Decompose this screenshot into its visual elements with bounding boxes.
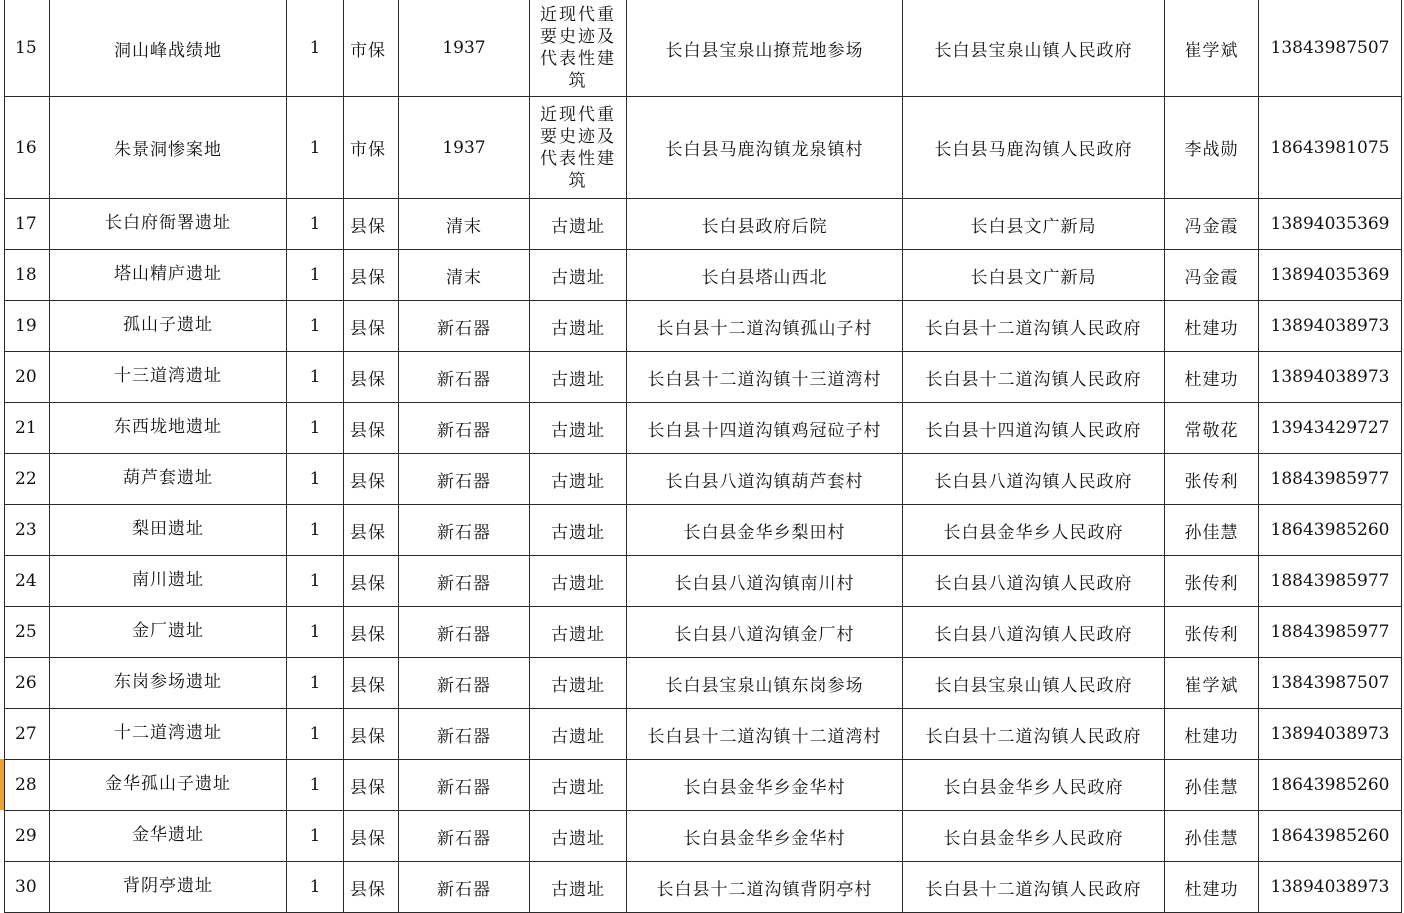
cell-location[interactable]: 长白县金华乡金华村 xyxy=(627,760,903,811)
cell-era[interactable]: 新石器 xyxy=(399,505,530,556)
cell-responsible-unit[interactable]: 长白县十二道沟镇人民政府 xyxy=(903,352,1165,403)
cell-phone[interactable]: 18643981075 xyxy=(1259,97,1402,199)
cell-number[interactable]: 29 xyxy=(5,811,50,862)
cell-responsible-unit[interactable]: 长白县十二道沟镇人民政府 xyxy=(903,862,1165,913)
cell-era[interactable]: 新石器 xyxy=(399,352,530,403)
cell-location[interactable]: 长白县十二道沟镇十三道湾村 xyxy=(627,352,903,403)
cell-phone[interactable]: 13894035369 xyxy=(1259,199,1402,250)
cell-number[interactable]: 24 xyxy=(5,556,50,607)
cell-site-name[interactable]: 朱景洞惨案地 xyxy=(50,97,287,199)
table-row xyxy=(5,556,1402,607)
cell-number[interactable]: 17 xyxy=(5,199,50,250)
table-body xyxy=(5,0,1402,913)
table-row xyxy=(5,709,1402,760)
cell-number[interactable]: 19 xyxy=(5,301,50,352)
cell-contact-person[interactable]: 杜建功 xyxy=(1165,352,1259,403)
cell-site-name[interactable]: 金华遗址 xyxy=(50,811,287,862)
cell-era[interactable]: 新石器 xyxy=(399,760,530,811)
cell-site-name[interactable]: 南川遗址 xyxy=(50,556,287,607)
cell-location[interactable]: 长白县政府后院 xyxy=(627,199,903,250)
cell-protection-level[interactable]: 县保 xyxy=(344,199,399,250)
cell-era[interactable]: 新石器 xyxy=(399,811,530,862)
cell-responsible-unit[interactable]: 长白县文广新局 xyxy=(903,199,1165,250)
cell-category[interactable]: 古遗址 xyxy=(530,352,627,403)
cell-category[interactable]: 古遗址 xyxy=(530,250,627,301)
cell-responsible-unit[interactable]: 长白县金华乡人民政府 xyxy=(903,811,1165,862)
cell-category[interactable]: 古遗址 xyxy=(530,199,627,250)
cell-era[interactable]: 新石器 xyxy=(399,709,530,760)
cell-era[interactable]: 新石器 xyxy=(399,862,530,913)
cell-number[interactable]: 28 xyxy=(5,760,50,811)
cell-phone[interactable]: 13894038973 xyxy=(1259,301,1402,352)
cell-count[interactable]: 1 xyxy=(287,505,344,556)
table-row xyxy=(5,352,1402,403)
cell-category[interactable]: 古遗址 xyxy=(530,505,627,556)
table-row xyxy=(5,760,1402,811)
cell-count[interactable]: 1 xyxy=(287,352,344,403)
cell-count[interactable]: 1 xyxy=(287,403,344,454)
cell-contact-person[interactable]: 孙佳慧 xyxy=(1165,811,1259,862)
cell-count[interactable]: 1 xyxy=(287,556,344,607)
active-row-indicator xyxy=(0,759,4,810)
cell-category[interactable]: 古遗址 xyxy=(530,556,627,607)
cell-site-name[interactable]: 孤山子遗址 xyxy=(50,301,287,352)
cell-contact-person[interactable]: 张传利 xyxy=(1165,454,1259,505)
cell-era[interactable]: 新石器 xyxy=(399,658,530,709)
cell-site-name[interactable]: 背阴亭遗址 xyxy=(50,862,287,913)
cell-location[interactable]: 长白县宝泉山撩荒地参场 xyxy=(627,0,903,97)
cell-era[interactable]: 新石器 xyxy=(399,556,530,607)
cell-phone[interactable]: 18643985260 xyxy=(1259,811,1402,862)
cell-location[interactable]: 长白县八道沟镇南川村 xyxy=(627,556,903,607)
cell-phone[interactable]: 13894038973 xyxy=(1259,862,1402,913)
cell-site-name[interactable]: 东岗参场遗址 xyxy=(50,658,287,709)
cell-era[interactable]: 清末 xyxy=(399,199,530,250)
cell-protection-level[interactable]: 县保 xyxy=(344,403,399,454)
cell-location[interactable]: 长白县十四道沟镇鸡冠砬子村 xyxy=(627,403,903,454)
cell-phone[interactable]: 13943429727 xyxy=(1259,403,1402,454)
cell-category[interactable]: 古遗址 xyxy=(530,403,627,454)
cell-location[interactable]: 长白县金华乡梨田村 xyxy=(627,505,903,556)
cell-era[interactable]: 1937 xyxy=(399,0,530,97)
cell-responsible-unit[interactable]: 长白县八道沟镇人民政府 xyxy=(903,556,1165,607)
cell-responsible-unit[interactable]: 长白县八道沟镇人民政府 xyxy=(903,607,1165,658)
cell-protection-level[interactable]: 县保 xyxy=(344,505,399,556)
heritage-table xyxy=(4,0,1402,913)
cell-era[interactable]: 新石器 xyxy=(399,454,530,505)
cell-responsible-unit[interactable]: 长白县十二道沟镇人民政府 xyxy=(903,709,1165,760)
cell-protection-level[interactable]: 市保 xyxy=(344,97,399,199)
table-row xyxy=(5,658,1402,709)
cell-location[interactable]: 长白县金华乡金华村 xyxy=(627,811,903,862)
cell-responsible-unit[interactable]: 长白县金华乡人民政府 xyxy=(903,760,1165,811)
cell-phone[interactable]: 18843985977 xyxy=(1259,454,1402,505)
cell-protection-level[interactable]: 县保 xyxy=(344,862,399,913)
cell-protection-level[interactable]: 县保 xyxy=(344,607,399,658)
cell-phone[interactable]: 18843985977 xyxy=(1259,556,1402,607)
cell-phone[interactable]: 13843987507 xyxy=(1259,0,1402,97)
cell-count[interactable]: 1 xyxy=(287,199,344,250)
cell-site-name[interactable]: 塔山精庐遗址 xyxy=(50,250,287,301)
cell-era[interactable]: 1937 xyxy=(399,97,530,199)
cell-protection-level[interactable]: 市保 xyxy=(344,0,399,97)
cell-phone[interactable]: 18643985260 xyxy=(1259,505,1402,556)
cell-number[interactable]: 16 xyxy=(5,97,50,199)
cell-protection-level[interactable]: 县保 xyxy=(344,811,399,862)
cell-category[interactable]: 古遗址 xyxy=(530,811,627,862)
cell-contact-person[interactable]: 崔学斌 xyxy=(1165,0,1259,97)
cell-site-name[interactable]: 十三道湾遗址 xyxy=(50,352,287,403)
table-row xyxy=(5,97,1402,199)
cell-number[interactable]: 27 xyxy=(5,709,50,760)
cell-number[interactable]: 21 xyxy=(5,403,50,454)
cell-protection-level[interactable]: 县保 xyxy=(344,556,399,607)
cell-contact-person[interactable]: 张传利 xyxy=(1165,556,1259,607)
cell-location[interactable]: 长白县马鹿沟镇龙泉镇村 xyxy=(627,97,903,199)
cell-protection-level[interactable]: 县保 xyxy=(344,352,399,403)
cell-contact-person[interactable]: 李战勋 xyxy=(1165,97,1259,199)
table-row xyxy=(5,811,1402,862)
cell-contact-person[interactable]: 冯金霞 xyxy=(1165,250,1259,301)
cell-number[interactable]: 23 xyxy=(5,505,50,556)
table-row xyxy=(5,250,1402,301)
cell-responsible-unit[interactable]: 长白县宝泉山镇人民政府 xyxy=(903,658,1165,709)
cell-responsible-unit[interactable]: 长白县十二道沟镇人民政府 xyxy=(903,301,1165,352)
cell-contact-person[interactable]: 杜建功 xyxy=(1165,862,1259,913)
cell-contact-person[interactable]: 孙佳慧 xyxy=(1165,505,1259,556)
cell-protection-level[interactable]: 县保 xyxy=(344,760,399,811)
cell-category[interactable]: 古遗址 xyxy=(530,709,627,760)
cell-category[interactable]: 古遗址 xyxy=(530,658,627,709)
cell-number[interactable]: 15 xyxy=(5,0,50,97)
table-row xyxy=(5,454,1402,505)
cell-phone[interactable]: 13894038973 xyxy=(1259,709,1402,760)
cell-location[interactable]: 长白县塔山西北 xyxy=(627,250,903,301)
cell-count[interactable]: 1 xyxy=(287,760,344,811)
cell-number[interactable]: 25 xyxy=(5,607,50,658)
cell-phone[interactable]: 13894038973 xyxy=(1259,352,1402,403)
cell-responsible-unit[interactable]: 长白县马鹿沟镇人民政府 xyxy=(903,97,1165,199)
cell-category[interactable]: 古遗址 xyxy=(530,862,627,913)
cell-location[interactable]: 长白县十二道沟镇十二道湾村 xyxy=(627,709,903,760)
cell-contact-person[interactable]: 常敬花 xyxy=(1165,403,1259,454)
cell-contact-person[interactable]: 杜建功 xyxy=(1165,301,1259,352)
cell-contact-person[interactable]: 张传利 xyxy=(1165,607,1259,658)
cell-phone[interactable]: 18643985260 xyxy=(1259,760,1402,811)
table-row xyxy=(5,607,1402,658)
cell-site-name[interactable]: 葫芦套遗址 xyxy=(50,454,287,505)
cell-site-name[interactable]: 东西垅地遗址 xyxy=(50,403,287,454)
cell-site-name[interactable]: 洞山峰战绩地 xyxy=(50,0,287,97)
table-row xyxy=(5,505,1402,556)
cell-responsible-unit[interactable]: 长白县八道沟镇人民政府 xyxy=(903,454,1165,505)
cell-responsible-unit[interactable]: 长白县十四道沟镇人民政府 xyxy=(903,403,1165,454)
cell-number[interactable]: 18 xyxy=(5,250,50,301)
cell-count[interactable]: 1 xyxy=(287,454,344,505)
cell-contact-person[interactable]: 孙佳慧 xyxy=(1165,760,1259,811)
cell-location[interactable]: 长白县十二道沟镇背阴亭村 xyxy=(627,862,903,913)
table-row xyxy=(5,862,1402,913)
cell-count[interactable]: 1 xyxy=(287,301,344,352)
cell-phone[interactable]: 13843987507 xyxy=(1259,658,1402,709)
cell-phone[interactable]: 13894035369 xyxy=(1259,250,1402,301)
cell-count[interactable]: 1 xyxy=(287,862,344,913)
cell-location[interactable]: 长白县八道沟镇葫芦套村 xyxy=(627,454,903,505)
table-row xyxy=(5,0,1402,97)
cell-contact-person[interactable]: 崔学斌 xyxy=(1165,658,1259,709)
cell-protection-level[interactable]: 县保 xyxy=(344,301,399,352)
cell-number[interactable]: 20 xyxy=(5,352,50,403)
cell-responsible-unit[interactable]: 长白县宝泉山镇人民政府 xyxy=(903,0,1165,97)
cell-count[interactable]: 1 xyxy=(287,709,344,760)
cell-phone[interactable]: 18843985977 xyxy=(1259,607,1402,658)
cell-era[interactable]: 清末 xyxy=(399,250,530,301)
cell-location[interactable]: 长白县八道沟镇金厂村 xyxy=(627,607,903,658)
cell-site-name[interactable]: 金华孤山子遗址 xyxy=(50,760,287,811)
cell-protection-level[interactable]: 县保 xyxy=(344,658,399,709)
cell-number[interactable]: 22 xyxy=(5,454,50,505)
table-row xyxy=(5,199,1402,250)
cell-protection-level[interactable]: 县保 xyxy=(344,709,399,760)
cell-site-name[interactable]: 金厂遗址 xyxy=(50,607,287,658)
cell-contact-person[interactable]: 杜建功 xyxy=(1165,709,1259,760)
cell-count[interactable]: 1 xyxy=(287,811,344,862)
cell-site-name[interactable]: 长白府衙署遗址 xyxy=(50,199,287,250)
cell-site-name[interactable]: 梨田遗址 xyxy=(50,505,287,556)
cell-category[interactable]: 古遗址 xyxy=(530,760,627,811)
cell-contact-person[interactable]: 冯金霞 xyxy=(1165,199,1259,250)
cell-count[interactable]: 1 xyxy=(287,0,344,97)
cell-era[interactable]: 新石器 xyxy=(399,301,530,352)
cell-category[interactable]: 近现代重要史迹及代表性建筑 xyxy=(530,0,627,97)
cell-category[interactable]: 古遗址 xyxy=(530,301,627,352)
cell-location[interactable]: 长白县宝泉山镇东岗参场 xyxy=(627,658,903,709)
cell-count[interactable]: 1 xyxy=(287,97,344,199)
cell-responsible-unit[interactable]: 长白县文广新局 xyxy=(903,250,1165,301)
cell-count[interactable]: 1 xyxy=(287,250,344,301)
cell-category[interactable]: 古遗址 xyxy=(530,607,627,658)
cell-responsible-unit[interactable]: 长白县金华乡人民政府 xyxy=(903,505,1165,556)
cell-site-name[interactable]: 十二道湾遗址 xyxy=(50,709,287,760)
cell-count[interactable]: 1 xyxy=(287,607,344,658)
table-row xyxy=(5,301,1402,352)
cell-era[interactable]: 新石器 xyxy=(399,607,530,658)
cell-count[interactable]: 1 xyxy=(287,658,344,709)
cell-era[interactable]: 新石器 xyxy=(399,403,530,454)
cell-protection-level[interactable]: 县保 xyxy=(344,454,399,505)
table-row xyxy=(5,403,1402,454)
cell-category[interactable]: 近现代重要史迹及代表性建筑 xyxy=(530,97,627,199)
cell-location[interactable]: 长白县十二道沟镇孤山子村 xyxy=(627,301,903,352)
cell-category[interactable]: 古遗址 xyxy=(530,454,627,505)
cell-number[interactable]: 26 xyxy=(5,658,50,709)
cell-protection-level[interactable]: 县保 xyxy=(344,250,399,301)
cell-number[interactable]: 30 xyxy=(5,862,50,913)
